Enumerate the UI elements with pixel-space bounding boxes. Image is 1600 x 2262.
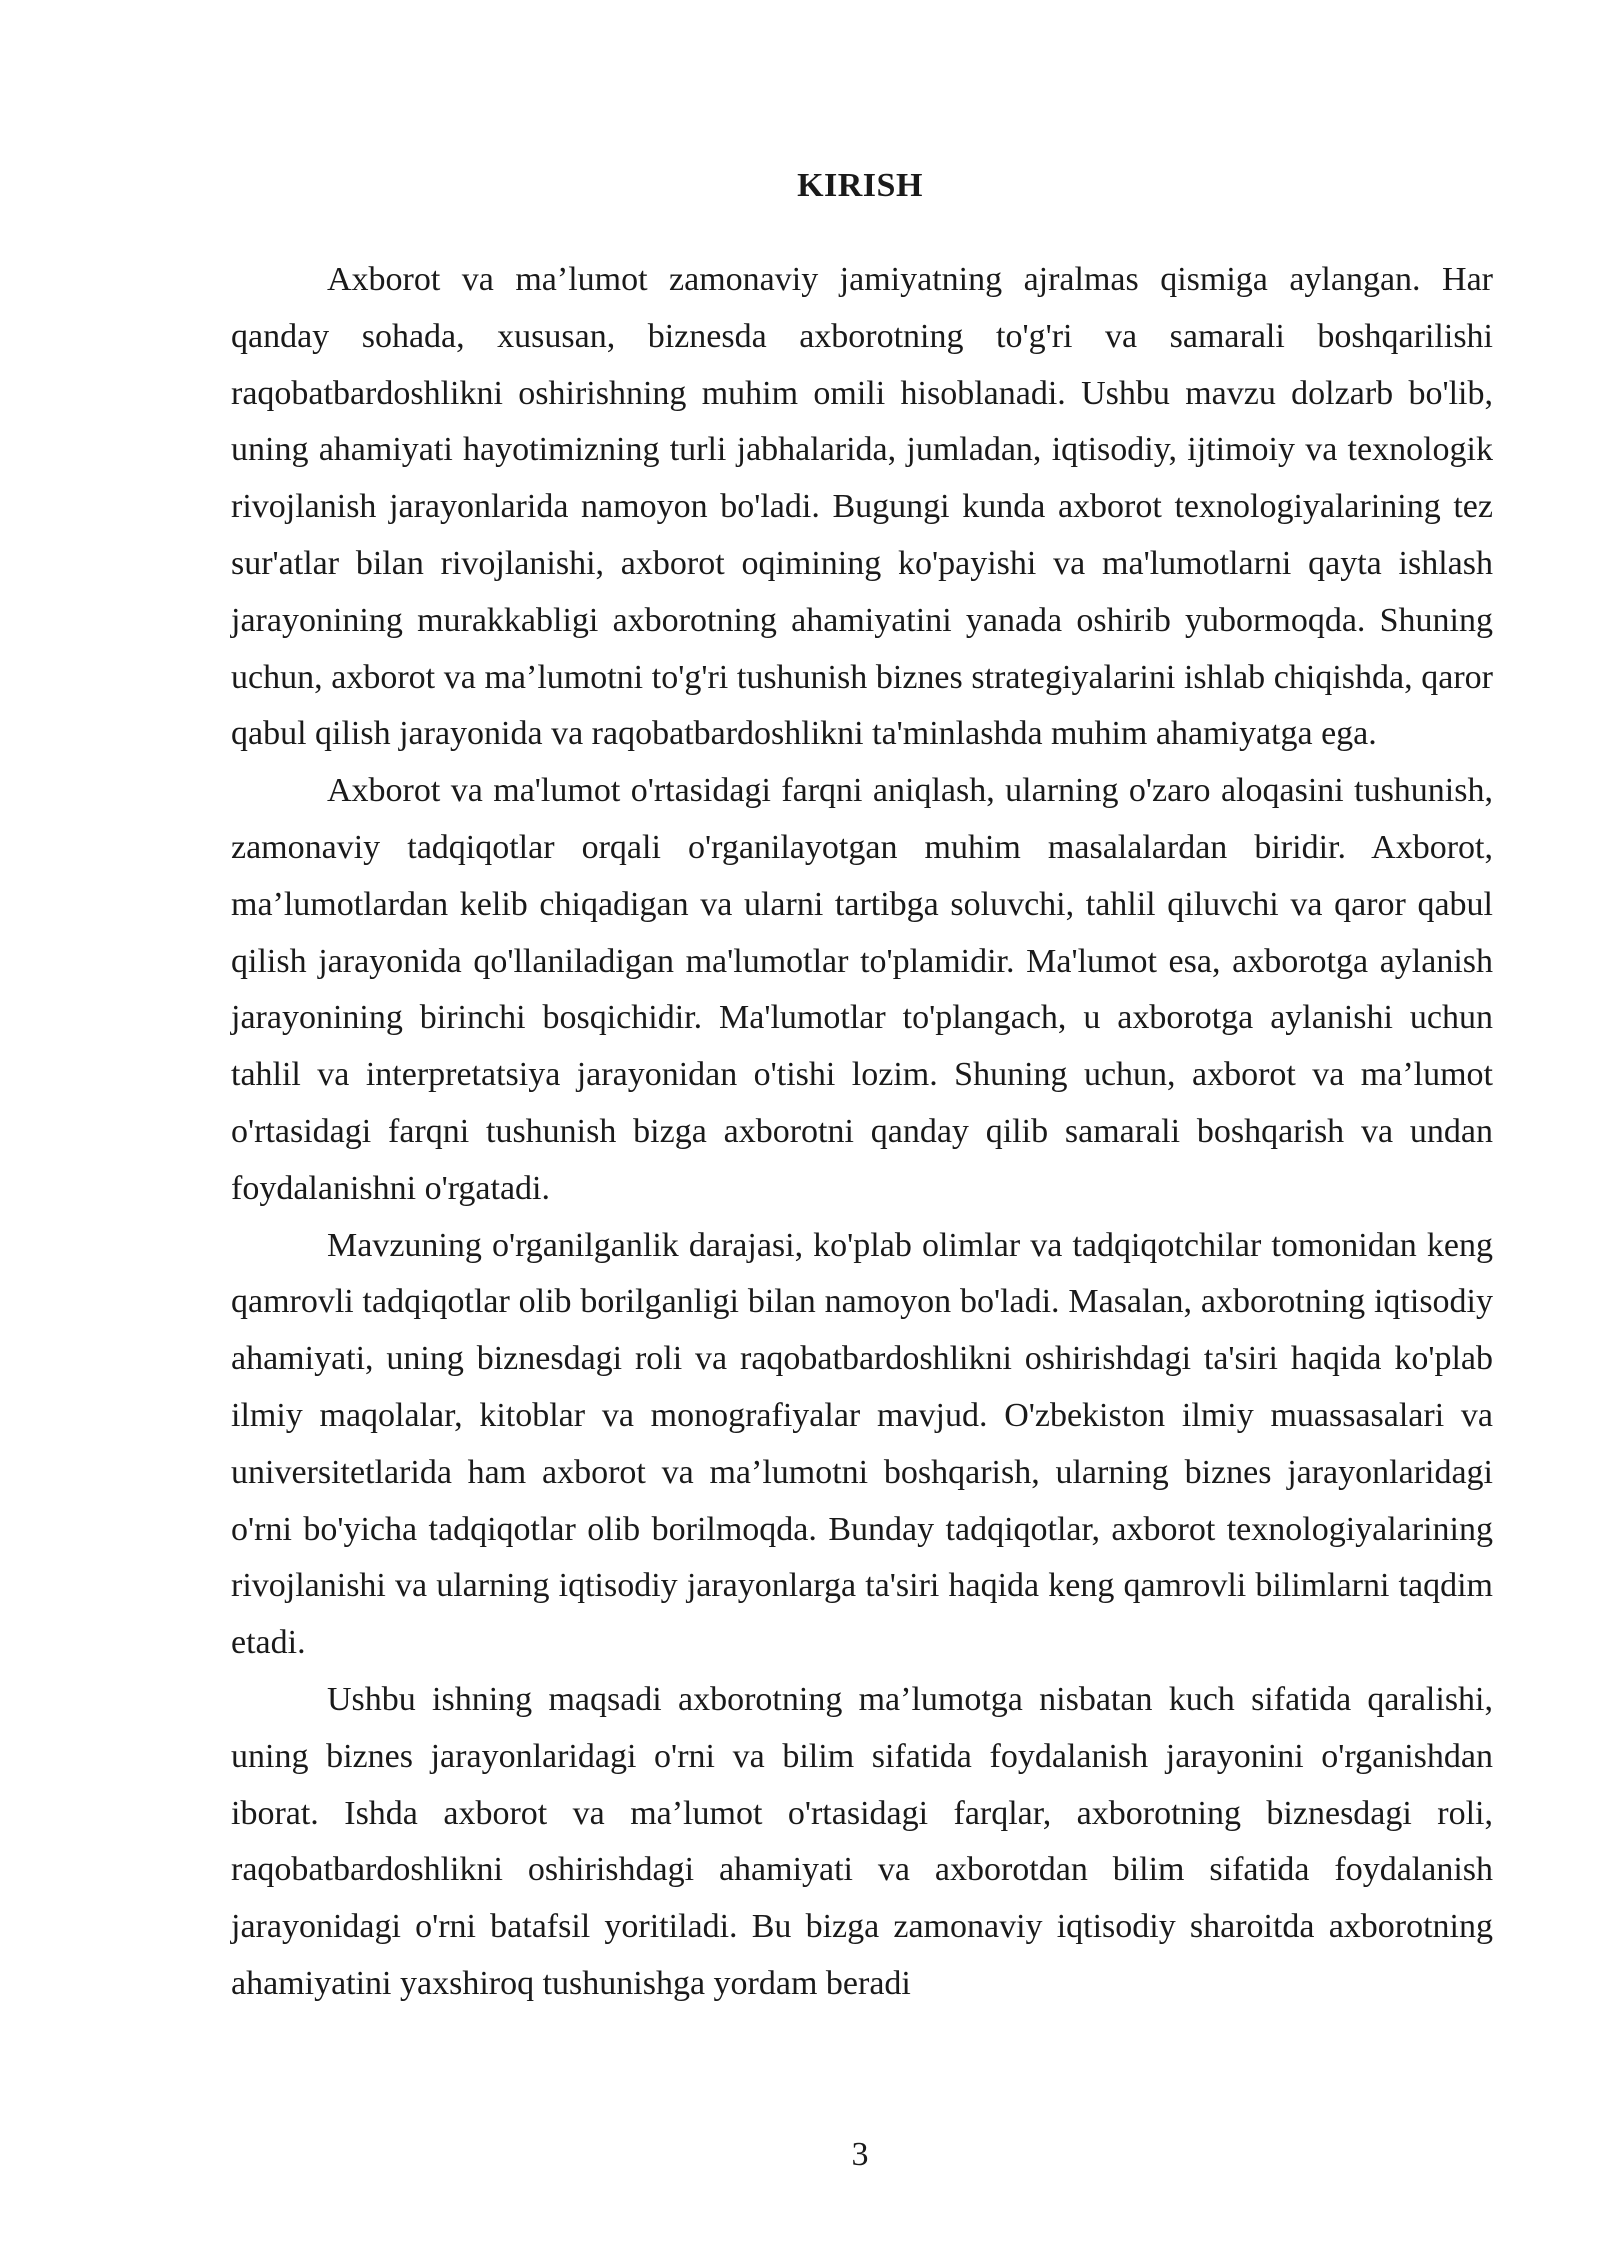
- paragraph: Axborot va ma’lumot zamonaviy jamiyatning ajralmas qismiga aylangan. Har qanday sohada, xususan, biznesda axborotning to'g'ri va samarali boshqarilishi raqobatbardoshlikni oshirishning muhim omili hisoblanadi. Ushbu mavzu dolzarb bo'lib, uning ahamiyati hayotimizning turli jabhalarida, jumladan, iqtisodiy, ijtimoiy va texnologik rivojlanish jarayonlarida namoyon bo'ladi. Bugungi kunda axborot texnologiyalarining tez sur'atlar bilan rivojlanishi, axborot oqimining ko'payishi va ma'lumotlarni qayta ishlash jarayonining murakkabligi axborotning ahamiyatini yanada oshirib yubormoqda. Shuning uchun, axborot va ma’lumotni to'g'ri tushunish biznes strategiyalarini ishlab chiqishda, qaror qabul qilish jarayonida va raqobatbardoshlikni ta'minlashda muhim ahamiyatga ega.: [231, 261, 1493, 753]
- paragraph: Ushbu ishning maqsadi axborotning ma’lumotga nisbatan kuch sifatida qaralishi, uning biznes jarayonlaridagi o'rni va bilim sifatida foydalanish jarayonini o'rganishdan iborat. Ishda axborot va ma’lumot o'rtasidagi farqlar, axborotning biznesdagi roli, raqobatbardoshlikni oshirishdagi ahamiyati va axborotdan bilim sifatida foydalanish jarayonidagi o'rni batafsil yoritiladi. Bu bizga zamonaviy iqtisodiy sharoitda axborotning ahamiyatini yaxshiroq tushunishga yordam beradi: [231, 1680, 1493, 2002]
- page-number: 3: [851, 2136, 869, 2173]
- paragraph: Mavzuning o'rganilganlik darajasi, ko'plab olimlar va tadqiqotchilar tomonidan keng qamrovli tadqiqotlar olib borilganligi bilan namoyon bo'ladi. Masalan, axborotning iqtisodiy ahamiyati, uning biznesdagi roli va raqobatbardoshlikni oshirishdagi ta'siri haqida ko'plab ilmiy maqolalar, kitoblar va monografiyalar mavjud. O'zbekiston ilmiy muassasalari va universitetlarida ham axborot va ma’lumotni boshqarish, ularning biznes jarayonlaridagi o'rni bo'yicha tadqiqotlar olib borilmoqda. Bunday tadqiqotlar, axborot texnologiyalarining rivojlanishi va ularning iqtisodiy jarayonlarga ta'siri haqida keng qamrovli bilimlarni taqdim etadi.: [231, 1226, 1493, 1662]
- paragraph: Axborot va ma'lumot o'rtasidagi farqni aniqlash, ularning o'zaro aloqasini tushunish, zamonaviy tadqiqotlar orqali o'rganilayotgan muhim masalalardan biridir. Axborot, ma’lumotlardan kelib chiqadigan va ularni tartibga soluvchi, tahlil qiluvchi va qaror qabul qilish jarayonida qo'llaniladigan ma'lumotlar to'plamidir. Ma'lumot esa, axborotga aylanish jarayonining birinchi bosqichidir. Ma'lumotlar to'plangach, u axborotga aylanishi uchun tahlil va interpretatsiya jarayonidan o'tishi lozim. Shuning uchun, axborot va ma’lumot o'rtasidagi farqni tushunish bizga axborotni qanday qilib samarali boshqarish va undan foydalanishni o'rgatadi.: [231, 772, 1493, 1207]
- body-text: [231, 252, 1493, 2013]
- section-heading: KIRISH: [797, 167, 923, 204]
